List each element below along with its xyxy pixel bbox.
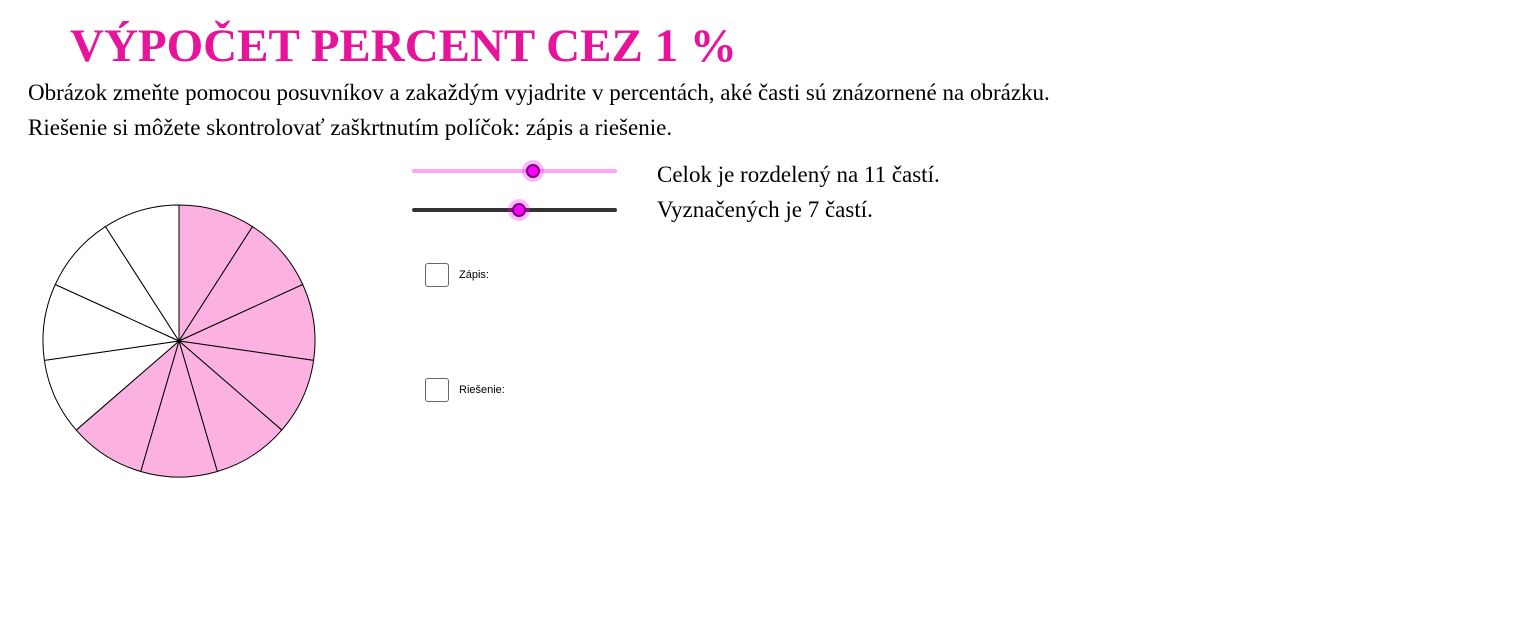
zapis-checkbox-box[interactable]: [425, 263, 449, 287]
marked-count-slider[interactable]: [412, 200, 617, 220]
parts-count-slider[interactable]: [412, 161, 617, 181]
marked-parts-text: Vyznačených je 7 častí.: [657, 197, 873, 222]
pie-chart: [40, 201, 320, 481]
page-title: VÝPOČET PERCENT CEZ 1 %: [70, 20, 737, 72]
parts-slider-thumb[interactable]: [526, 164, 540, 178]
instruction-line-2: Riešenie si môžete skontrolovať zaškrtnutím políčok: zápis a riešenie.: [28, 115, 673, 140]
instruction-line-1: Obrázok zmeňte pomocou posuvníkov a zakaždým vyjadrite v percentách, aké časti sú znázornené na obrázku.: [28, 80, 1050, 105]
marked-slider-thumb[interactable]: [512, 203, 526, 217]
riesenie-checkbox[interactable]: [425, 378, 505, 402]
zapis-checkbox-label: Zápis:: [459, 269, 489, 281]
total-parts-text: Celok je rozdelený na 11 častí.: [657, 162, 940, 187]
riesenie-checkbox-box[interactable]: [425, 378, 449, 402]
zapis-checkbox[interactable]: [425, 263, 489, 287]
parts-slider-track[interactable]: [412, 169, 617, 173]
riesenie-checkbox-label: Riešenie:: [459, 384, 505, 396]
